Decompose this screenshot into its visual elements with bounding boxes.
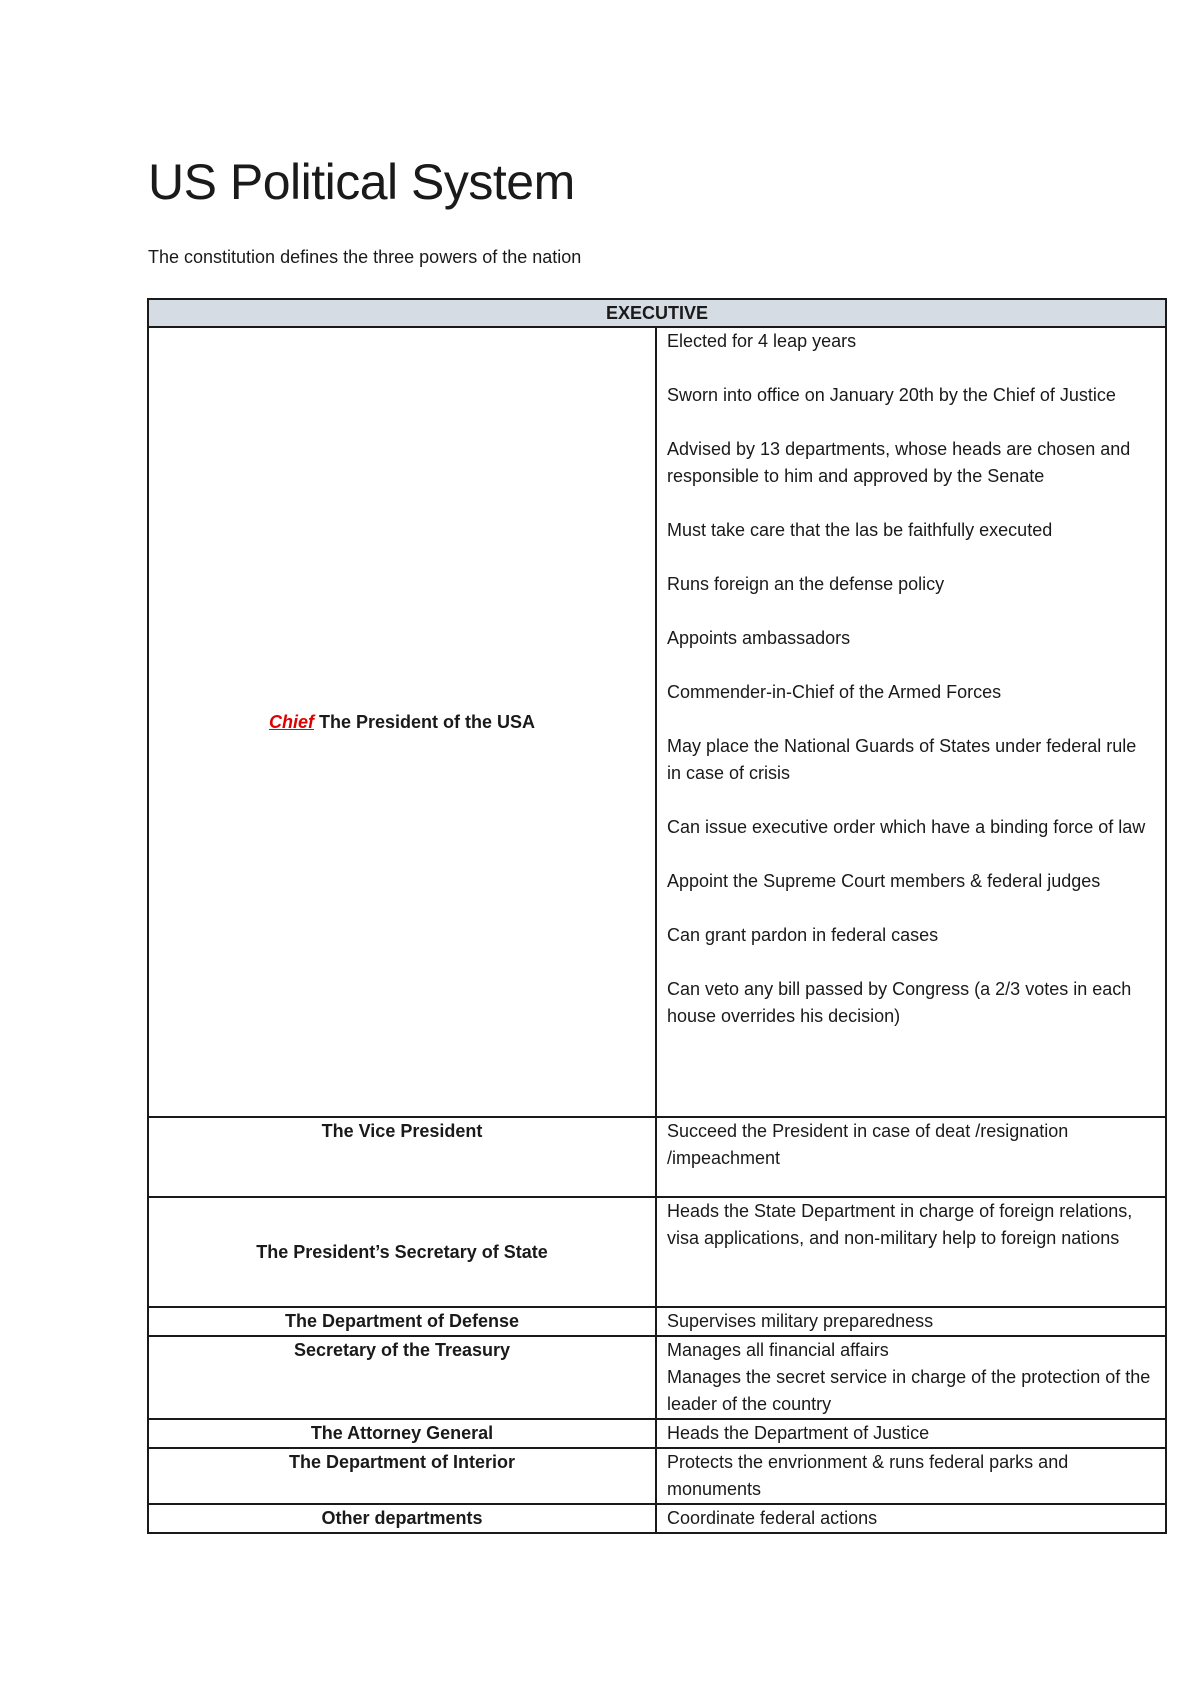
table-row-attorney-general (148, 1419, 1166, 1448)
table-row-other-departments (148, 1504, 1166, 1533)
president-role-label: The President of the USA (318, 712, 536, 732)
duty-cell-other-departments (656, 1504, 1166, 1533)
table-row-department-of-defense (148, 1307, 1166, 1336)
duty-item: Can grant pardon in federal cases (667, 925, 939, 945)
role-cell-department-of-defense: The Department of Defense (148, 1307, 656, 1336)
duty-item: Commender-in-Chief of the Armed Forces (667, 682, 1002, 702)
role-cell-other-departments: Other departments (148, 1504, 656, 1533)
duty-item: Can veto any bill passed by Congress (a 2/3 votes in each house overrides his decision) (667, 979, 1132, 1026)
duty-item: Heads the State Department in charge of foreign relations, visa applications, and non-military help to foreign nations (667, 1201, 1133, 1248)
duty-item: Protects the envrionment & runs federal parks and monuments (667, 1452, 1069, 1499)
duty-item: Elected for 4 leap years (667, 331, 857, 351)
duty-item: Manages the secret service in charge of the protection of the leader of the country (667, 1367, 1151, 1414)
duty-cell-president (656, 327, 1166, 1117)
duty-cell-department-of-defense (656, 1307, 1166, 1336)
table-row-president (148, 327, 1166, 1117)
table-row-secretary-of-treasury (148, 1336, 1166, 1419)
table-row-vice-president (148, 1117, 1166, 1197)
duty-item: Appoints ambassadors (667, 628, 851, 648)
table-row-secretary-of-state (148, 1197, 1166, 1307)
role-cell-attorney-general: The Attorney General (148, 1419, 656, 1448)
duty-item: Sworn into office on January 20th by the Chief of Justice (667, 385, 1116, 405)
page-title: US Political System (148, 154, 575, 210)
duty-item: Coordinate federal actions (667, 1508, 878, 1528)
duty-item: Supervises military preparedness (667, 1311, 934, 1331)
duty-cell-department-of-interior (656, 1448, 1166, 1504)
duty-item: Heads the Department of Justice (667, 1423, 930, 1443)
duty-cell-attorney-general (656, 1419, 1166, 1448)
table-row-department-of-interior (148, 1448, 1166, 1504)
duty-item: Can issue executive order which have a binding force of law (667, 817, 1146, 837)
duty-item: Succeed the President in case of deat /resignation /impeachment (667, 1121, 1069, 1168)
duty-item: Runs foreign an the defense policy (667, 574, 945, 594)
document-subtitle: The constitution defines the three powers of the nation (148, 247, 582, 267)
role-cell-secretary-of-state: The President’s Secretary of State (148, 1197, 656, 1307)
role-cell-president (148, 327, 656, 1117)
chief-label: Chief (268, 712, 314, 732)
table-header-executive: EXECUTIVE (148, 299, 1166, 327)
duty-item: Appoint the Supreme Court members & federal judges (667, 871, 1101, 891)
duty-cell-secretary-of-state (656, 1197, 1166, 1307)
executive-table (147, 298, 1167, 1534)
role-cell-department-of-interior: The Department of Interior (148, 1448, 656, 1504)
duty-item: Advised by 13 departments, whose heads are chosen and responsible to him and approved by the Senate (667, 439, 1131, 486)
table-header-row (148, 299, 1166, 327)
duty-item: Manages all financial affairs (667, 1340, 889, 1360)
duty-item: Must take care that the las be faithfully executed (667, 520, 1053, 540)
duty-item: May place the National Guards of States under federal rule in case of crisis (667, 736, 1137, 783)
duty-cell-vice-president (656, 1117, 1166, 1197)
role-cell-secretary-of-treasury: Secretary of the Treasury (148, 1336, 656, 1419)
duty-cell-secretary-of-treasury (656, 1336, 1166, 1419)
role-cell-vice-president: The Vice President (148, 1117, 656, 1197)
